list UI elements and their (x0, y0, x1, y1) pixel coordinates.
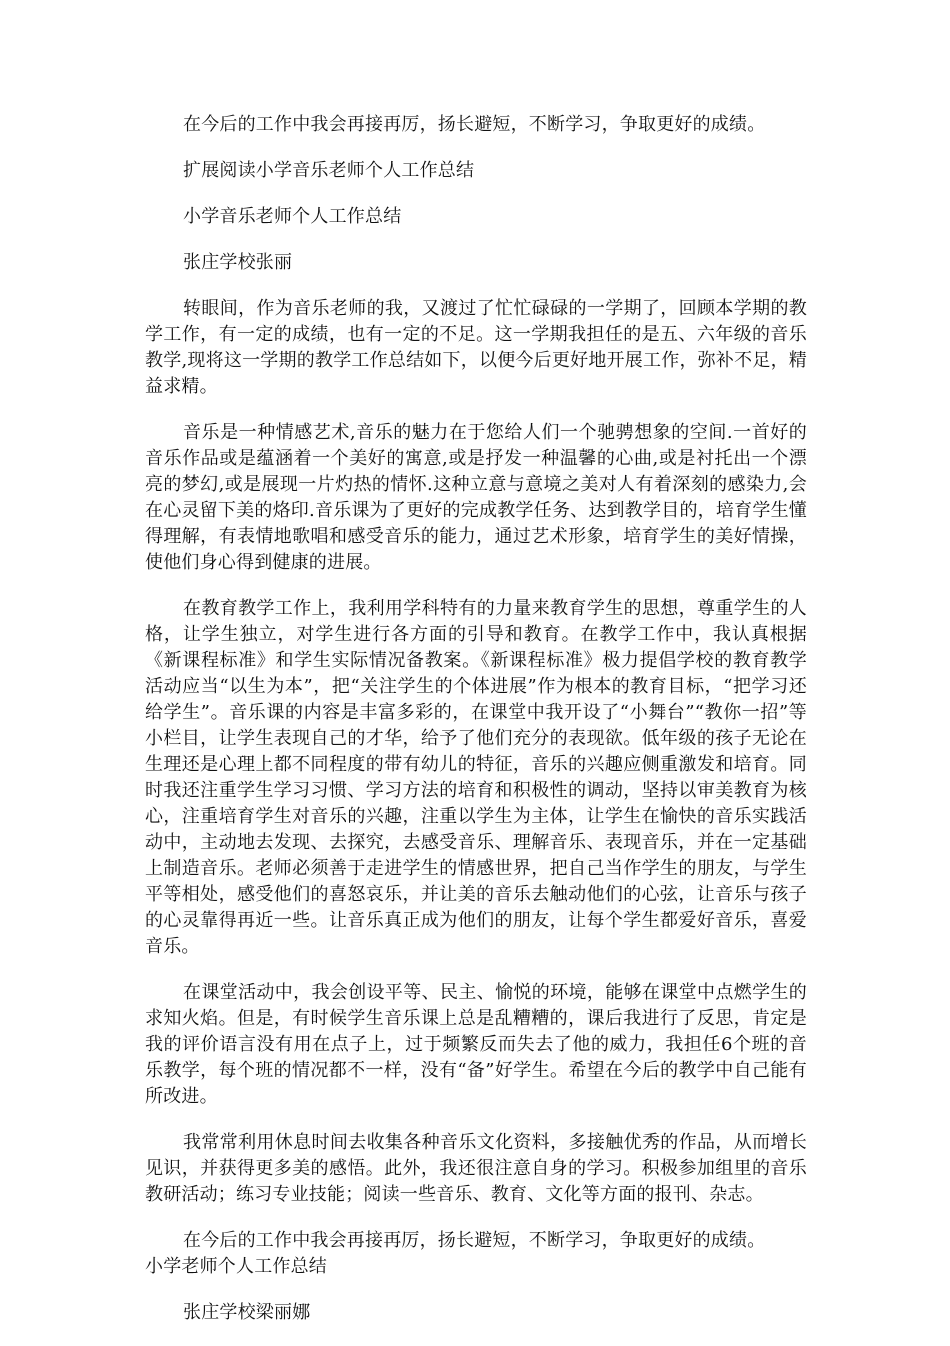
body-paragraph: 在教育教学工作上，我利用学科特有的力量来教育学生的思想，尊重学生的人格，让学生独立，对学生进行各方面的引导和教育。在教学工作中，我认真根据《新课程标准》和学生实际情况备教案。《新课程标准》极力提倡学校的教育教学活动应当“以生为本”，把“关注学生的个体进展”作为根本的教育目标，“把学习还给学生”。音乐课的内容是丰富多彩的，在课堂中我开设了“小舞台”“教你一招”等小栏目，让学生表现自己的才华，给予了他们充分的表现欲。低年级的孩子无论在生理还是心理上都不同程度的带有幼儿的特征，音乐的兴趣应侧重激发和培育。同时我还注重学生学习习惯、学习方法的培育和积极性的调动，坚持以审美教育为核心，注重培育学生对音乐的兴趣，注重以学生为主体，让学生在愉快的音乐实践活动中，主动地去发现、去探究，去感受音乐、理解音乐、表现音乐，并在一定基础上制造音乐。老师必须善于走进学生的情感世界，把自己当作学生的朋友，与学生平等相处，感受他们的喜怒哀乐，并让美的音乐去触动他们的心弦，让音乐与孩子的心灵靠得再近一些。让音乐真正成为他们的朋友，让每个学生都爱好音乐，喜爱音乐。 (145, 598, 807, 957)
closing-paragraph: 在今后的工作中我会再接再厉，扬长避短，不断学习，争取更好的成绩。 (183, 114, 766, 135)
body-paragraph: 音乐是一种情感艺术,音乐的魅力在于您给人们一个驰骋想象的空间.一首好的音乐作品或是蕴涵着一个美好的寓意,或是抒发一种温馨的心曲,或是衬托出一个漂亮的梦幻,或是展现一片灼热的情怀.这种立意与意境之美对人有着深刻的感染力,会在心灵留下美的烙印.音乐课为了更好的完成教学任务、达到教学目的，培育学生懂得理解，有表情地歌唱和感受音乐的能力，通过艺术形象，培育学生的美好情操，使他们身心得到健康的进展。 (145, 422, 807, 573)
body-paragraph: 转眼间，作为音乐老师的我，又渡过了忙忙碌碌的一学期了，回顾本学期的教学工作，有一定的成绩，也有一定的不足。这一学期我担任的是五、六年级的音乐教学,现将这一学期的教学工作总结如下，以便今后更好地开展工作，弥补不足，精益求精。 (145, 298, 807, 397)
author-line: 张庄学校梁丽娜 (183, 1302, 311, 1323)
document-body (145, 112, 807, 1346)
extended-reading-heading: 扩展阅读小学音乐老师个人工作总结 (183, 160, 475, 181)
body-paragraph: 在课堂活动中，我会创设平等、民主、愉悦的环境，能够在课堂中点燃学生的求知火焰。但是，有时候学生音乐课上总是乱糟糟的，课后我进行了反思，肯定是我的评价语言没有用在点子上，过于频繁反而失去了他的威力，我担任6个班的音乐教学，每个班的情况都不一样，没有“备”好学生。希望在今后的教学中自己能有所改进。 (145, 982, 807, 1107)
author-line: 张庄学校张丽 (183, 252, 293, 273)
article-title: 小学音乐老师个人工作总结 (183, 206, 402, 227)
closing-and-next-title: 在今后的工作中我会再接再厉，扬长避短，不断学习，争取更好的成绩。 小学老师个人工作总结 (145, 1230, 766, 1277)
body-paragraph: 我常常利用休息时间去收集各种音乐文化资料，多接触优秀的作品，从而增长见识，并获得更多美的感悟。此外，我还很注意自身的学习。积极参加组里的音乐教研活动；练习专业技能；阅读一些音乐、教育、文化等方面的报刊、杂志。 (145, 1132, 807, 1205)
